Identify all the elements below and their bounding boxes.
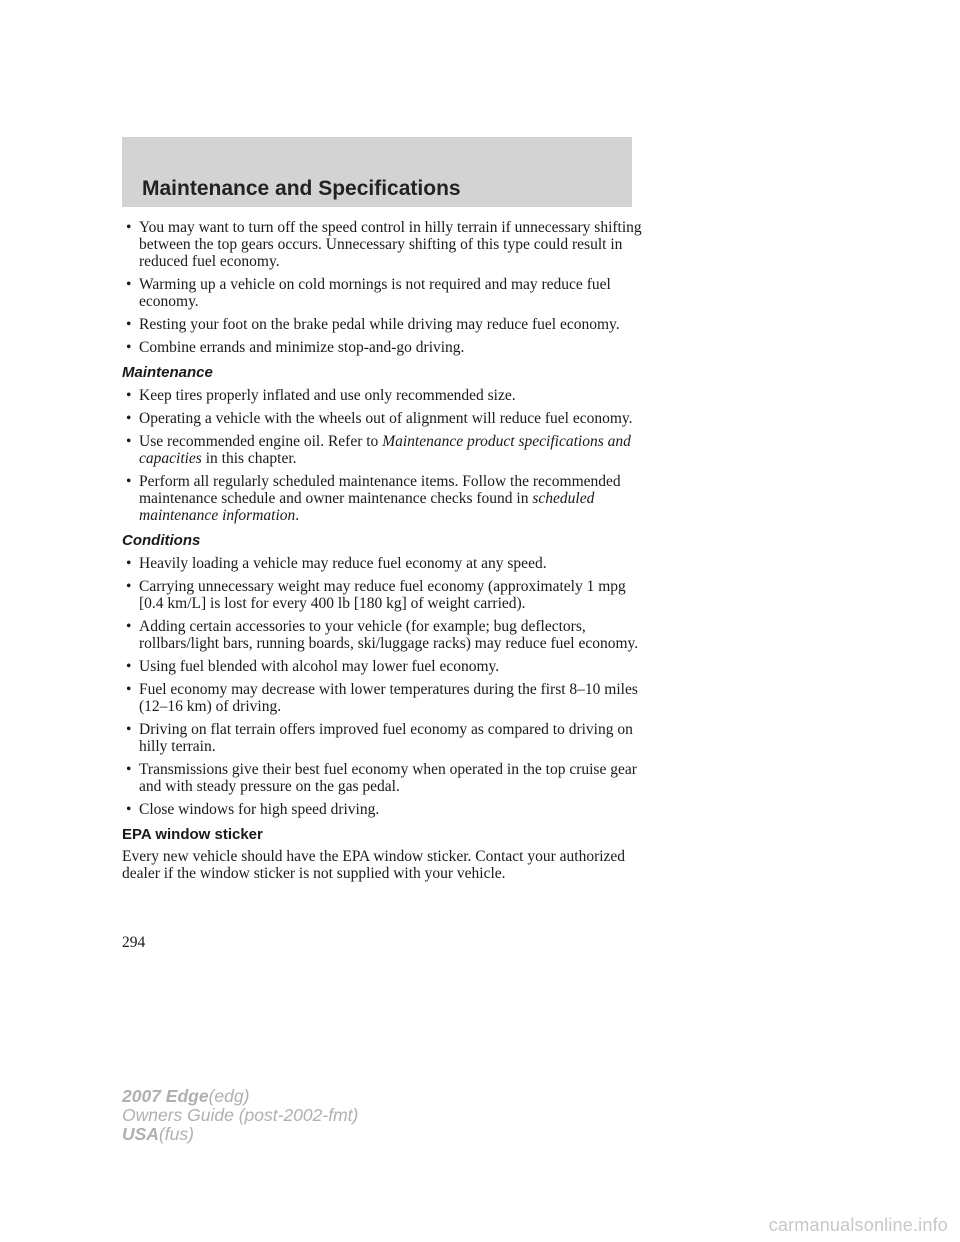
footer-line-guide: Owners Guide (post-2002-fmt) xyxy=(122,1105,359,1125)
cross-reference: Maintenance product specifications and capacities xyxy=(139,433,631,467)
bullet-icon: • xyxy=(126,578,132,595)
list-item: • Adding certain accessories to your vehicle (for example; bug deflectors, rollbars/light bars, running boards, ski/luggage racks) may reduce fuel economy. xyxy=(126,618,639,652)
list-item: • Fuel economy may decrease with lower temperatures during the first 8–10 miles (12–16 km) of driving. xyxy=(126,681,638,715)
list-item: • Warming up a vehicle on cold mornings is not required and may reduce fuel economy. xyxy=(126,276,611,310)
bullet-icon: • xyxy=(126,219,132,236)
maintenance-heading: Maintenance xyxy=(122,364,213,381)
conditions-bullet-list xyxy=(122,555,642,818)
list-item: • Driving on flat terrain offers improved fuel economy as compared to driving on hilly terrain. xyxy=(126,721,633,755)
bullet-icon: • xyxy=(126,801,132,818)
section-title: Maintenance and Specifications xyxy=(142,177,461,200)
conditions-heading: Conditions xyxy=(122,532,201,549)
page-number: 294 xyxy=(122,934,146,951)
section-header-band xyxy=(122,137,632,207)
bullet-icon: • xyxy=(126,410,132,427)
list-item: • Transmissions give their best fuel economy when operated in the top cruise gear and with steady pressure on the gas pedal. xyxy=(126,761,637,795)
list-item: • Keep tires properly inflated and use only recommended size. xyxy=(126,387,516,404)
list-item: • Carrying unnecessary weight may reduce fuel economy (approximately 1 mpg [0.4 km/L] is lost for every 400 lb [180 kg] of weight carried). xyxy=(126,578,626,612)
bullet-icon: • xyxy=(126,555,132,572)
footer-line-model: 2007 Edge(edg) xyxy=(122,1086,250,1106)
bullet-icon: • xyxy=(126,658,132,675)
watermark-text: carmanualsonline.info xyxy=(768,1215,948,1235)
page-content xyxy=(122,219,642,882)
maintenance-bullet-list xyxy=(122,387,642,524)
list-item: • Combine errands and minimize stop-and-go driving. xyxy=(126,339,465,356)
bullet-icon: • xyxy=(126,276,132,293)
list-item: • Close windows for high speed driving. xyxy=(126,801,380,818)
bullet-icon: • xyxy=(126,339,132,356)
bullet-icon: • xyxy=(126,681,132,698)
bullet-icon: • xyxy=(126,316,132,333)
list-item: • Resting your foot on the brake pedal while driving may reduce fuel economy. xyxy=(126,316,620,333)
document-footer xyxy=(122,1087,358,1144)
epa-heading: EPA window sticker xyxy=(122,826,263,843)
bullet-icon: • xyxy=(126,473,132,490)
epa-paragraph: Every new vehicle should have the EPA window sticker. Contact your authorized dealer if the window sticker is not supplied with your vehicle. xyxy=(122,848,626,882)
list-item: • Using fuel blended with alcohol may lower fuel economy. xyxy=(126,658,500,675)
list-item: • Heavily loading a vehicle may reduce fuel economy at any speed. xyxy=(126,555,547,572)
list-item: • Operating a vehicle with the wheels out of alignment will reduce fuel economy. xyxy=(126,410,633,427)
bullet-icon: • xyxy=(126,387,132,404)
bullet-icon: • xyxy=(126,721,132,738)
footer-line-market: USA(fus) xyxy=(122,1124,194,1144)
bullet-icon: • xyxy=(126,618,132,635)
list-item: • You may want to turn off the speed control in hilly terrain if unnecessary shifting between the top gears occurs. Unnecessary shifting of this type could result in reduced fuel economy. xyxy=(126,219,642,270)
cross-reference: scheduled maintenance information xyxy=(139,490,595,524)
list-item: • Perform all regularly scheduled maintenance items. Follow the recommended maintenance schedule and owner maintenance checks found in scheduled maintenance information. xyxy=(126,473,621,524)
bullet-icon: • xyxy=(126,433,132,450)
list-item: • Use recommended engine oil. Refer to Maintenance product specifications and capacities in this chapter. xyxy=(126,433,631,467)
intro-bullet-list xyxy=(122,219,642,356)
bullet-icon: • xyxy=(126,761,132,778)
